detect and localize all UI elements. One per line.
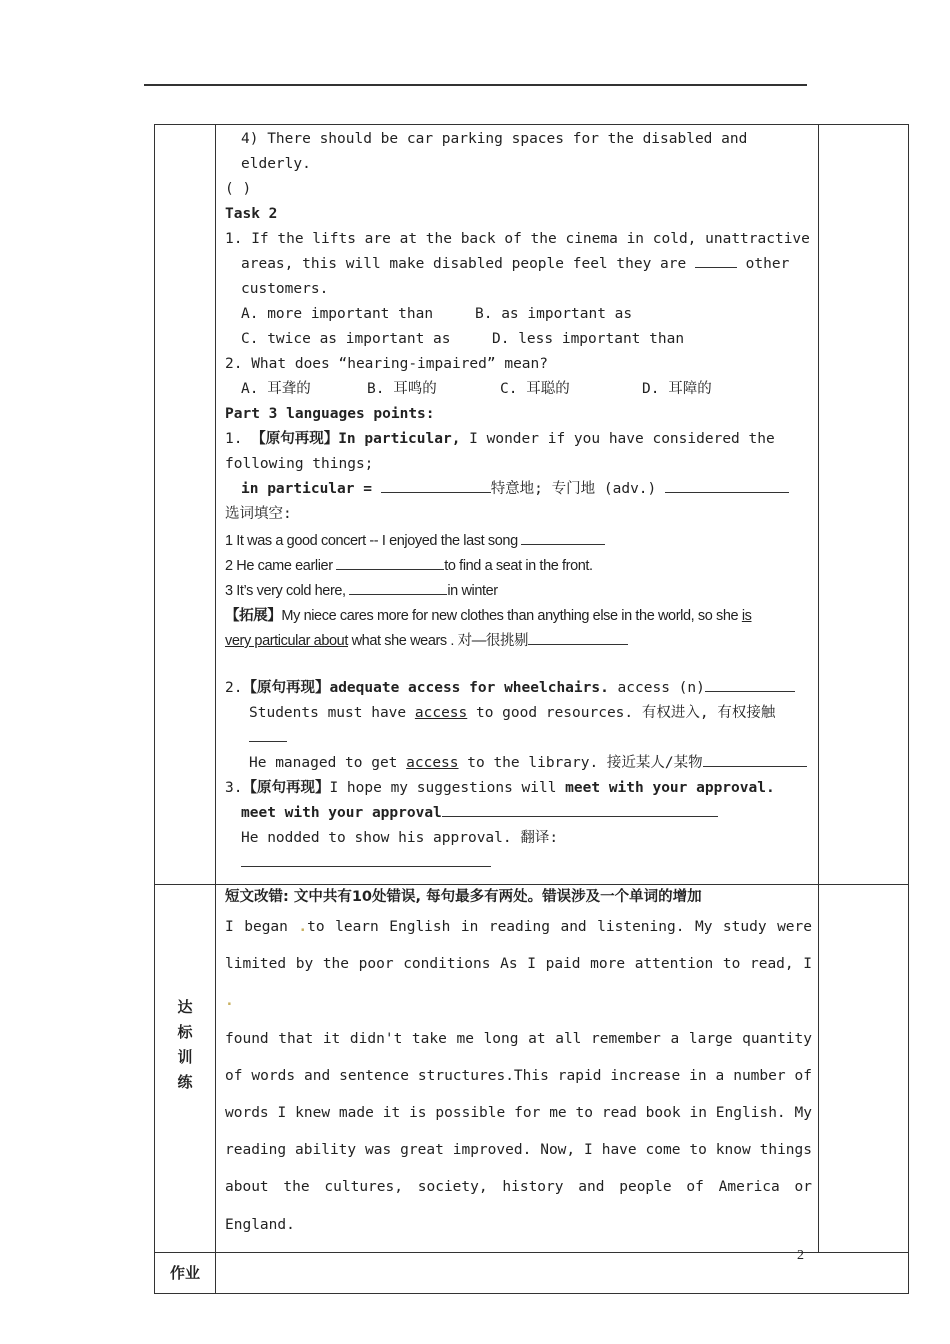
practice-label: 达 标 训 练 (177, 998, 193, 1091)
option-a: A. more important than (241, 306, 434, 322)
answer-blank (695, 252, 737, 268)
passage-line: of words and sentence structures.This rapid increase in a number of (225, 1067, 812, 1084)
practice-title: 短文改错: 文中共有10处错误, 每句最多有两处。错误涉及一个单词的增加 (225, 889, 702, 905)
exercise-notes-cell (819, 125, 909, 885)
point2-example-2: He managed to get access to the library. 接近某人/某物 (225, 751, 812, 776)
homework-label: 作业 (155, 1252, 216, 1293)
answer-blank (381, 477, 491, 493)
extension-note-cont: very particular about what she wears . 对—很挑剔 (225, 629, 812, 654)
task2-title: Task 2 (225, 206, 278, 222)
practice-notes-cell (819, 885, 909, 1253)
passage-line: I began .to learn English in reading and listening. My study were (225, 919, 812, 935)
task2-q1-line2: areas, this will make disabled people feel they are other (225, 252, 812, 277)
page-number: 2 (797, 1248, 804, 1263)
extension-note: 【拓展】My niece cares more for new clothes than anything else in the world, so she is (225, 608, 752, 624)
answer-blank (705, 676, 795, 692)
point1-sentence: 1. 【原句再现】In particular, I wonder if you have considered the (225, 431, 775, 447)
point3-sentence: 3.【原句再现】I hope my suggestions will meet with your approval. (225, 780, 775, 796)
point3-translation: He nodded to show his approval. 翻译: (225, 826, 812, 876)
answer-blank (249, 726, 287, 742)
exercise-row (155, 125, 909, 885)
answer-blank (703, 751, 807, 767)
caret-mark: . (225, 993, 234, 1010)
question-4: 4) There should be car parking spaces for the disabled and elderly. (241, 131, 748, 172)
error-correction-passage (225, 909, 812, 1244)
point1-sentence-cont: following things; (225, 456, 374, 472)
task2-q1-line3: customers. (241, 281, 329, 297)
fill-sentence-3: 3 It’s very cold here, in winter (225, 579, 812, 604)
answer-blank (665, 477, 789, 493)
option-d: D. less important than (492, 331, 685, 347)
practice-row (155, 885, 909, 1253)
option-d: D. 耳障的 (642, 381, 712, 397)
answer-blank (442, 801, 718, 817)
task2-q1-line1: 1. If the lifts are at the back of the cinema in cold, unattractive (225, 231, 810, 247)
passage-line: about the cultures, society, history and people of America or (225, 1179, 812, 1196)
question-4-paren: ( ) (225, 181, 252, 197)
task2-q1-options-cd (225, 327, 812, 352)
exercise-content-cell (216, 125, 819, 885)
answer-blank (528, 629, 628, 645)
fill-sentence-2: 2 He came earlier to find a seat in the front. (225, 554, 812, 579)
point2-sentence: 2.【原句再现】adequate access for wheelchairs. access (n) (225, 676, 812, 701)
part3-title: Part 3 languages points: (225, 406, 435, 422)
answer-blank (336, 554, 444, 570)
answer-blank (349, 579, 447, 595)
passage-line: England. (225, 1216, 295, 1233)
caret-mark: . (298, 919, 308, 935)
practice-content-cell (216, 885, 819, 1253)
option-c: C. twice as important as (241, 331, 451, 347)
passage-line: found that it didn't take me long at all remember a large quantity (225, 1030, 812, 1047)
task2-q1-options-ab (225, 302, 812, 327)
exercise-side-cell (155, 125, 216, 885)
homework-content-cell (216, 1252, 909, 1293)
task2-q2-line: 2. What does “hearing-impaired” mean? (225, 356, 549, 372)
point1-definition: in particular = 特意地; 专门地 (adv.) (225, 477, 812, 502)
worksheet-table (154, 124, 909, 1294)
task2-q2-options (225, 377, 812, 402)
passage-line: limited by the poor conditions As I paid more attention to read, I . (225, 956, 812, 1010)
homework-row (155, 1252, 909, 1293)
header-rule (144, 84, 807, 86)
option-a: A. 耳聋的 (241, 381, 311, 397)
practice-side-cell (155, 885, 216, 1253)
answer-blank (241, 851, 491, 867)
option-c: C. 耳聪的 (500, 381, 570, 397)
point3-definition: meet with your approval (225, 801, 812, 826)
fill-in-title: 选词填空: (225, 506, 292, 522)
fill-sentence-1: 1 It was a good concert -- I enjoyed the last song (225, 529, 812, 554)
option-b: B. as important as (475, 306, 633, 322)
point2-example-1: Students must have access to good resources. 有权进入, 有权接触 (225, 701, 812, 751)
answer-blank (521, 529, 605, 545)
passage-line: reading ability was great improved. Now, I have come to know things (225, 1142, 812, 1159)
passage-line: words I knew made it is possible for me to read book in English. My (225, 1105, 812, 1122)
option-b: B. 耳鸣的 (367, 381, 437, 397)
